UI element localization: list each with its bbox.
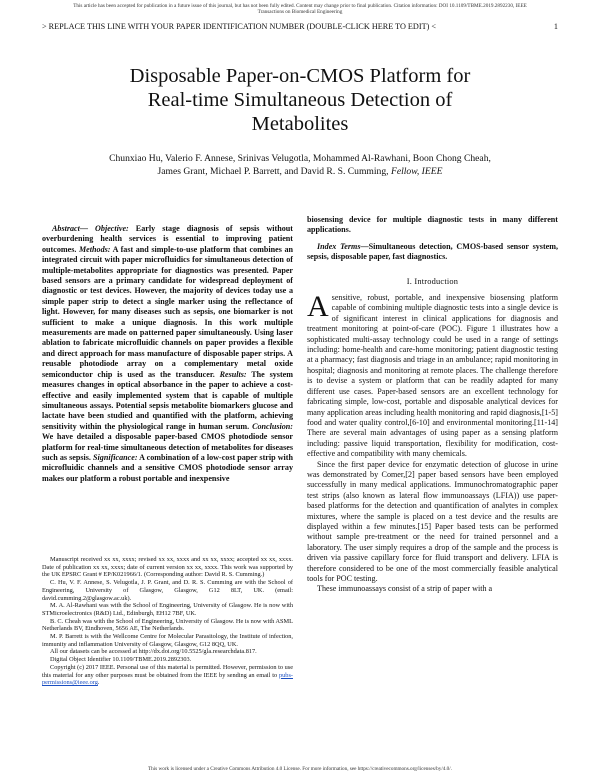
index-terms-text: —Simultaneous detection, CMOS-based sensor system, sepsis, disposable paper, fast diagnostics. — [307, 241, 558, 262]
footnote-affiliation-3: B. C. Cheah was with the School of Engineering, University of Glasgow. He is now with ASML Netherlands BV, Eindhoven, 5656 AE, The Netherlands. — [42, 617, 293, 633]
authors-line-1: Chunxiao Hu, Valerio F. Annese, Srinivas Velugotla, Mohammed Al-Rawhani, Boon Chong Cheah, — [109, 153, 491, 164]
publication-notice — [14, 3, 586, 15]
intro-paragraph-1 — [307, 290, 558, 460]
significance-text: A combination of a low-cost paper strip with microfluidic channels and a sensitive CMOS photodiode sensor array makes our platform a robust portable and inexpensive — [42, 452, 293, 483]
index-terms-label: Index Terms — [317, 241, 361, 251]
footnote-affiliation-4: M. P. Barrett is with the Wellcome Centre for Molecular Parasitology, the Institute of infection, immunity and inflammation University of Glasgow, Glasgow, G12 8QQ, UK. — [42, 633, 293, 648]
footnote-affiliation-1: C. Hu, V. F. Annese, S. Velugotla, J. P. Grant, and D. R. S. Cumming are with the School of Engineering, University of Glasgow, Glasgow, G12 8LT, UK. (email: david.cumming.2@glasgow.ac.uk). — [42, 579, 293, 602]
conclusion-label: Conclusion: — [252, 421, 293, 431]
footnote-affiliation-2: M. A. Al-Rawhani was with the School of Engineering, University of Glasgow. He is now with STMicroelectronics (R&D) Ltd., Edinburgh, EH12 7BF, UK. — [42, 602, 293, 617]
title-line-1: Disposable Paper-on-CMOS Platform for — [129, 65, 471, 87]
right-column — [307, 215, 558, 595]
author-list — [60, 152, 540, 178]
intro-paragraph-3: These immunoassays consist of a strip of paper with a — [317, 584, 493, 594]
intro-paragraph-2: Since the first paper device for enzymatic detection of glucose in urine was demonstrated by Comer,[2] paper based sensors have been employed successfully in many medical applications. Immunochromatographic paper test strips (also known as lateral flow immunoassays (LFIA)) use paper-based platforms for the detection and quantification of analytes in complex mixtures, where the sample is placed on a test device and the results are displayed within a few minutes.[15] Paper based tests can be performed without sample pre-treatment or the need for trained personnel and a laboratory. The user simply requires a drop of the sample and the process is driven via passive capillary force for fluid transport and delivery. LFIA is therefore considered to be one of the most commercially feasible analytical tools for POC testing. — [307, 459, 558, 583]
notice-line-1: This article has been accepted for publication in a future issue of this journal, but has not been fully edited. Content may change prior to final publication. Citation information: DOI 10.1109/TBME.2019.2892230, IEEE — [73, 3, 527, 9]
title-line-3: Metabolites — [251, 113, 349, 135]
footnotes — [42, 556, 293, 687]
significance-label: Significance: — [93, 452, 138, 462]
abstract-dash: — — [79, 224, 96, 233]
left-column — [42, 224, 293, 484]
running-head — [42, 22, 558, 31]
notice-line-2: Transactions on Biomedical Engineering — [257, 9, 343, 15]
methods-label: Methods: — [78, 244, 111, 254]
abstract-label: Abstract — [52, 224, 80, 233]
results-label: Results: — [219, 369, 247, 379]
fellow-designation: Fellow, IEEE — [390, 166, 443, 177]
results-text: The system measures changes in optical absorbance in the paper to achieve a cost-effective and easily implemented system that is capable of multiple simultaneous assays. Potential sepsis metabolite biomarkers glucose and lactate have been studied and quantified with the platform, achieving sensitivity within the physiological range in human serum. — [42, 369, 293, 431]
drop-cap: A — [307, 290, 329, 324]
footnote-doi: Digital Object Identifier 10.1109/TBME.2019.2892303. — [50, 656, 192, 664]
objective-text: Early stage diagnosis of sepsis without overburdening health services is essential to improving patient outcomes. — [42, 224, 293, 254]
footnote-copyright — [42, 664, 293, 687]
paper-title — [60, 64, 540, 136]
title-line-2: Real-time Simultaneous Detection of — [147, 89, 453, 111]
objective-label: Objective: — [95, 224, 129, 233]
authors-line-2-text: James Grant, Michael P. Barrett, and David R. S. Cumming, — [157, 166, 389, 177]
license-footer: This work is licensed under a Creative Commons Attribution 4.0 License. For more information, see https://creativecommons.org/licenses/by/4.0/. — [147, 766, 453, 772]
footnote-received: Manuscript received xx xx, xxxx; revised xx xx, xxxx and xx xx, xxxx; accepted xx xx, xxxx. Date of publication xx xx, xxxx; date of current version xx xx, xxxx. This work was supported by the UK EPSRC Grant # EP/K021966/1. (Corresponding author: David R. S. Cumming.) — [42, 556, 293, 579]
copyright-end: . — [97, 679, 100, 687]
methods-text: A fast and simple-to-use platform that combines an integrated circuit with paper microfluidics for simultaneous detection of multiple-metabolites appropriate for diagnostics was presented. Paper based sensors are a primary candidate for widespread deployment of diagnostic or test devices. However, the majority of devices today use a simple paper strip to detect a single marker using the reflectance of light. However, for many diseases such as sepsis, one biomarker is not sufficient to make a unique diagnosis. In this work multiple measurements are made on patterned paper simultaneously. Using laser ablation to fabricate microfluidic channels on paper provides a flexible and direct approach for mass manufacture of disposable paper strips. A reusable photodiode array on a complementary metal oxide semiconductor chip is used as the transducer. — [42, 244, 293, 379]
page-number: 1 — [553, 22, 558, 31]
index-terms — [307, 242, 558, 263]
abstract-continuation: biosensing device for multiple diagnostic tests in many different applications. — [307, 215, 558, 235]
conclusion-text: We have detailed a disposable paper-based CMOS photodiode sensor platform for real-time simultaneous detection of metabolites for diseases such as sepsis. — [42, 432, 293, 462]
section-heading-introduction: I. Introduction — [406, 276, 459, 286]
authors-line-2 — [60, 165, 540, 178]
footnote-datasets: All our datasets can be accessed at http://dx.doi.org/10.5525/gla.researchdata.817. — [50, 648, 257, 656]
abstract — [42, 224, 293, 484]
copyright-text: Copyright (c) 2017 IEEE. Personal use of this material is permitted. However, permission to use this material for any other purposes must be obtained from the IEEE by sending an email to — [42, 663, 293, 679]
intro-paragraph-1-text: sensitive, robust, portable, and inexpensive biosensing platform capable of combining multiple diagnostic tests into a single device is of significant interest in clinical applications for diagnosis and treatment monitoring at point-of-care (POC). Figure 1 illustrates how a sophisticated multi-assay technology could be used in a range of settings including: home-health and care-home monitoring; patient diagnostic testing at a pharmacy; fast diagnosis and triage in an ambulance; rapid monitoring in hospital; diagnosis and monitoring at remote places. The challenge therefore is to devise a system or platform that can be readily adapted for many different use cases. Paper-based sensors are an excellent technology for fabricating simple, low-cost, portable and disposable analytical devices for many application areas including health monitoring and rapid diagnosis,[1-5] food and water quality control,[6-10] and environmental monitoring.[11-14] There are several main advantages of using paper as a sensing platform including: passive liquid transportation, flexibility for modification, cost-effective and compatibility with many chemicals. — [307, 293, 558, 459]
permissions-email-link[interactable]: pubs-permissions@ieee.org — [42, 671, 293, 687]
running-head-text: > REPLACE THIS LINE WITH YOUR PAPER IDENTIFICATION NUMBER (DOUBLE-CLICK HERE TO EDIT) < — [42, 22, 436, 31]
